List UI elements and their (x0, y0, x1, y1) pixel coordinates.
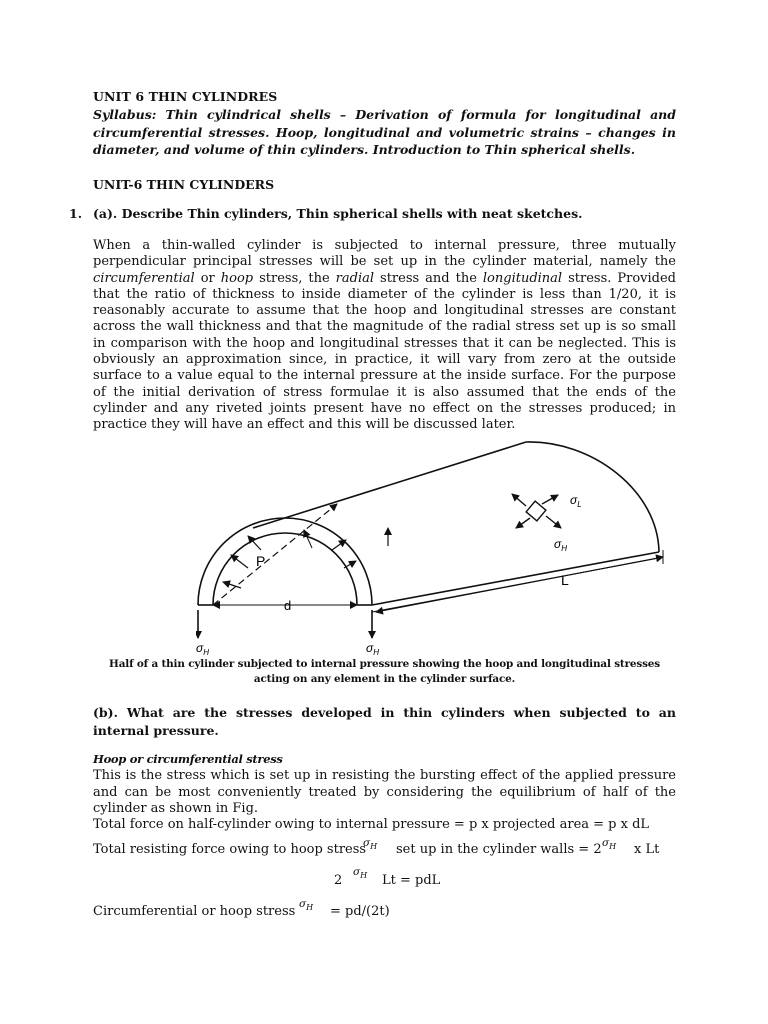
circ-stress-text-b: = pd/(2t) (330, 904, 390, 919)
svg-text:σH: $\sigma_H$ (196, 641, 210, 657)
svg-text:σH: $\sigma_H$ (554, 537, 568, 553)
outer-arc (198, 518, 372, 605)
circ-stress-text-a: Circumferential or hoop stress (93, 904, 296, 919)
hoop-stress-heading: Hoop or circumferential stress (93, 752, 283, 766)
term-hoop: hoop (220, 270, 254, 286)
inner-arc (213, 533, 357, 605)
back-arc (526, 442, 659, 552)
resist-force-text-b: set up in the cylinder walls = 2 (396, 842, 602, 857)
half-cylinder-figure (196, 440, 676, 660)
total-force-line: Total force on half-cylinder owing to internal pressure = p x projected area = p x dL (93, 817, 650, 832)
sigma-h-symbol: $\sigma_H$ (299, 898, 314, 913)
label-p: P (256, 553, 266, 569)
para-text-2: stress, the (253, 270, 336, 286)
sigma-h-symbol: $\sigma_H$ (363, 837, 378, 852)
svg-text:σH: $\sigma_H$ (366, 641, 380, 657)
label-L: L (561, 572, 569, 588)
intro-paragraph (93, 238, 676, 434)
sigma-h-symbol: $\sigma_H$ (602, 837, 617, 852)
equation-two: 2 (334, 873, 343, 888)
bottom-edge (372, 552, 659, 605)
figure-caption: Half of a thin cylinder subjected to internal pressure showing the hoop and longitudinal stresses acting on any element in the cylinder surface. (109, 658, 660, 685)
hoop-stress-text: This is the stress which is set up in resisting the bursting effect of the applied pressure and can be most conveniently treated by considering the equilibrium of half of the cylinder as shown in Fig. (93, 768, 676, 816)
question-number: 1. (69, 206, 83, 221)
term-longitudinal: longitudinal (482, 270, 563, 286)
sigma-h-symbol: $\sigma_H$ (353, 866, 368, 881)
label-d: d (284, 598, 292, 613)
question-b-heading: (b). What are the stresses developed in thin cylinders when subjected to an internal pressure. (93, 705, 676, 738)
term-radial: radial (335, 270, 375, 286)
question-1-text: (a). Describe Thin cylinders, Thin spherical shells with neat sketches. (93, 206, 583, 221)
para-text-3: stress and the (374, 270, 483, 286)
question-1-heading (69, 206, 582, 221)
svg-text:σL: $\sigma_L$ (570, 493, 582, 509)
document-title: UNIT 6 THIN CYLINDRES (93, 89, 278, 104)
para-text-or: or (194, 270, 221, 286)
equation-rest: Lt = pdL (382, 873, 441, 888)
unit-heading: UNIT-6 THIN CYLINDERS (93, 177, 275, 192)
top-edge (253, 442, 526, 528)
term-circumferential: circumferential (93, 270, 195, 286)
syllabus-text: Syllabus: Thin cylindrical shells – Derivation of formula for longitudinal and circumferential stresses. Hoop, longitudinal and volumetric strains – changes in diameter, and volume of thin cylinders. Introduction to Thin spherical shells. (93, 107, 676, 157)
resist-force-text-c: x Lt (634, 842, 660, 857)
para-text-4: stress. Provided that the ratio of thickness to inside diameter of the cylinder is less than 1/20, it is reasonably accurate to assume that the hoop and longitudinal stresses are constant across the wall thickness and that the magnitude of the radial stress set up is so small in comparison with the hoop and longitudinal stresses that it can be neglected. This is obviously an approximation since, in practice, it will vary from zero at the outside surface to a value equal to the internal pressure at the inside surface. For the purpose of the initial derivation of stress formulae it is also assumed that the ends of the cylinder and any riveted joints present have no effect on the stresses produced; in practice they will have an effect and this will be discussed later. (93, 270, 676, 433)
resist-force-text-a: Total resisting force owing to hoop stress (93, 842, 367, 857)
para-text-1: When a thin-walled cylinder is subjected to internal pressure, three mutually perpendicular principal stresses will be set up in the cylinder material, namely the (93, 238, 676, 270)
